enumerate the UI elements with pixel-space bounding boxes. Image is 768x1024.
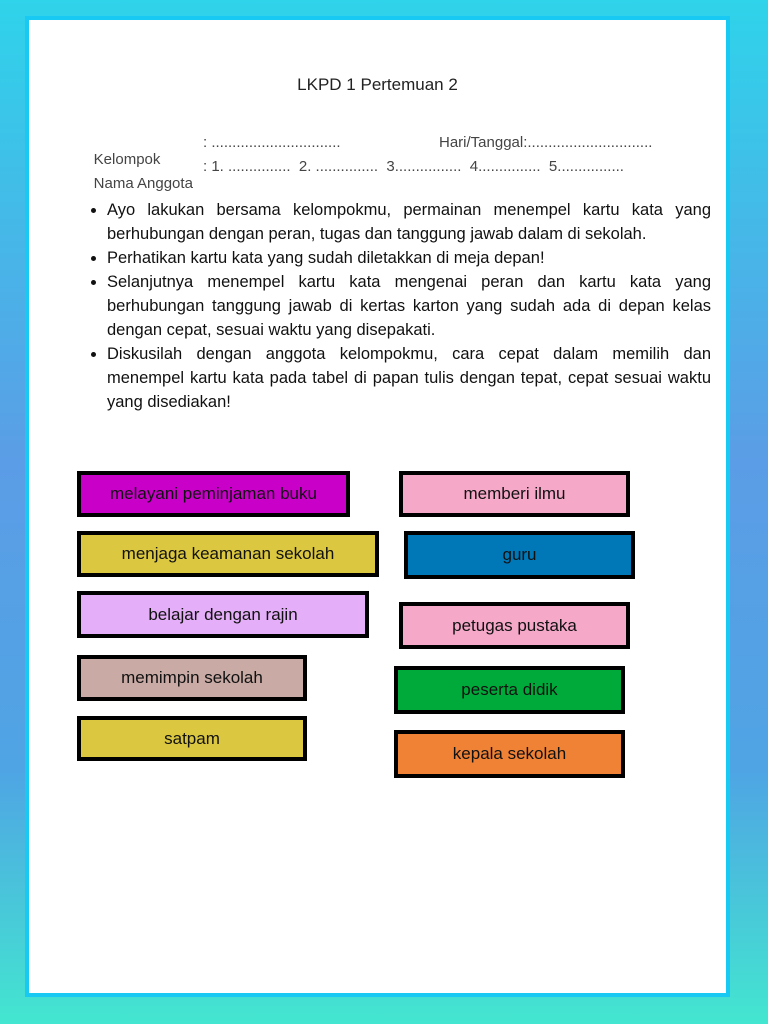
word-card-petugas-pustaka[interactable]	[399, 602, 630, 649]
page-title: LKPD 1 Pertemuan 2	[297, 75, 458, 94]
word-card-memberi-ilmu[interactable]	[399, 471, 630, 517]
word-card-guru[interactable]	[404, 531, 635, 579]
word-card-melayani-peminjaman-buku[interactable]	[77, 471, 350, 517]
card-label: petugas pustaka	[452, 615, 577, 635]
instruction-item: • Perhatikan kartu kata yang sudah diletakkan di meja depan!	[107, 246, 711, 270]
kelompok-field: : ...............................	[203, 134, 341, 151]
card-label: kepala sekolah	[452, 744, 567, 763]
card-label: guru	[502, 545, 537, 564]
members-field: : 1. ............... 2. ............... 3................ 4............... 5................	[203, 158, 624, 175]
word-card-kepala-sekolah[interactable]	[394, 730, 625, 778]
word-card-memimpin-sekolah[interactable]	[77, 655, 307, 701]
instruction-item: • Ayo lakukan bersama kelompokmu, permainan menempel kartu kata yang berhubungan dengan peran, tugas dan tanggung jawab dalam di sekolah.	[107, 198, 711, 246]
instruction-list	[87, 198, 711, 414]
date-field: Hari/Tanggal:..............................	[439, 134, 653, 151]
word-card-menjaga-keamanan-sekolah[interactable]	[77, 531, 379, 577]
card-label: satpam	[164, 728, 220, 748]
instruction-item: • Diskusilah dengan anggota kelompokmu, cara cepat dalam memilih dan menempel kartu kata pada tabel di papan tulis dengan tepat, cepat sesuai waktu yang disediakan!	[107, 342, 711, 414]
card-label: memimpin sekolah	[121, 668, 263, 687]
card-label: memberi ilmu	[463, 484, 566, 503]
card-label: melayani peminjaman buku	[110, 484, 317, 503]
instruction-item: • Selanjutnya menempel kartu kata mengenai peran dan kartu kata yang berhubungan tanggung jawab di kertas karton yang sudah ada di depan kelas dengan cepat, sesuai waktu yang disepakati.	[107, 270, 711, 342]
word-card-belajar-dengan-rajin[interactable]	[77, 591, 369, 638]
nama-label: Nama Anggota	[93, 175, 193, 192]
card-label: belajar dengan rajin	[148, 604, 298, 624]
card-label: peserta didik	[461, 680, 558, 699]
word-card-satpam[interactable]	[77, 716, 307, 761]
card-label: menjaga keamanan sekolah	[121, 544, 335, 563]
worksheet-page	[25, 16, 730, 997]
word-card-peserta-didik[interactable]	[394, 666, 625, 714]
kelompok-label: Kelompok	[93, 151, 161, 168]
